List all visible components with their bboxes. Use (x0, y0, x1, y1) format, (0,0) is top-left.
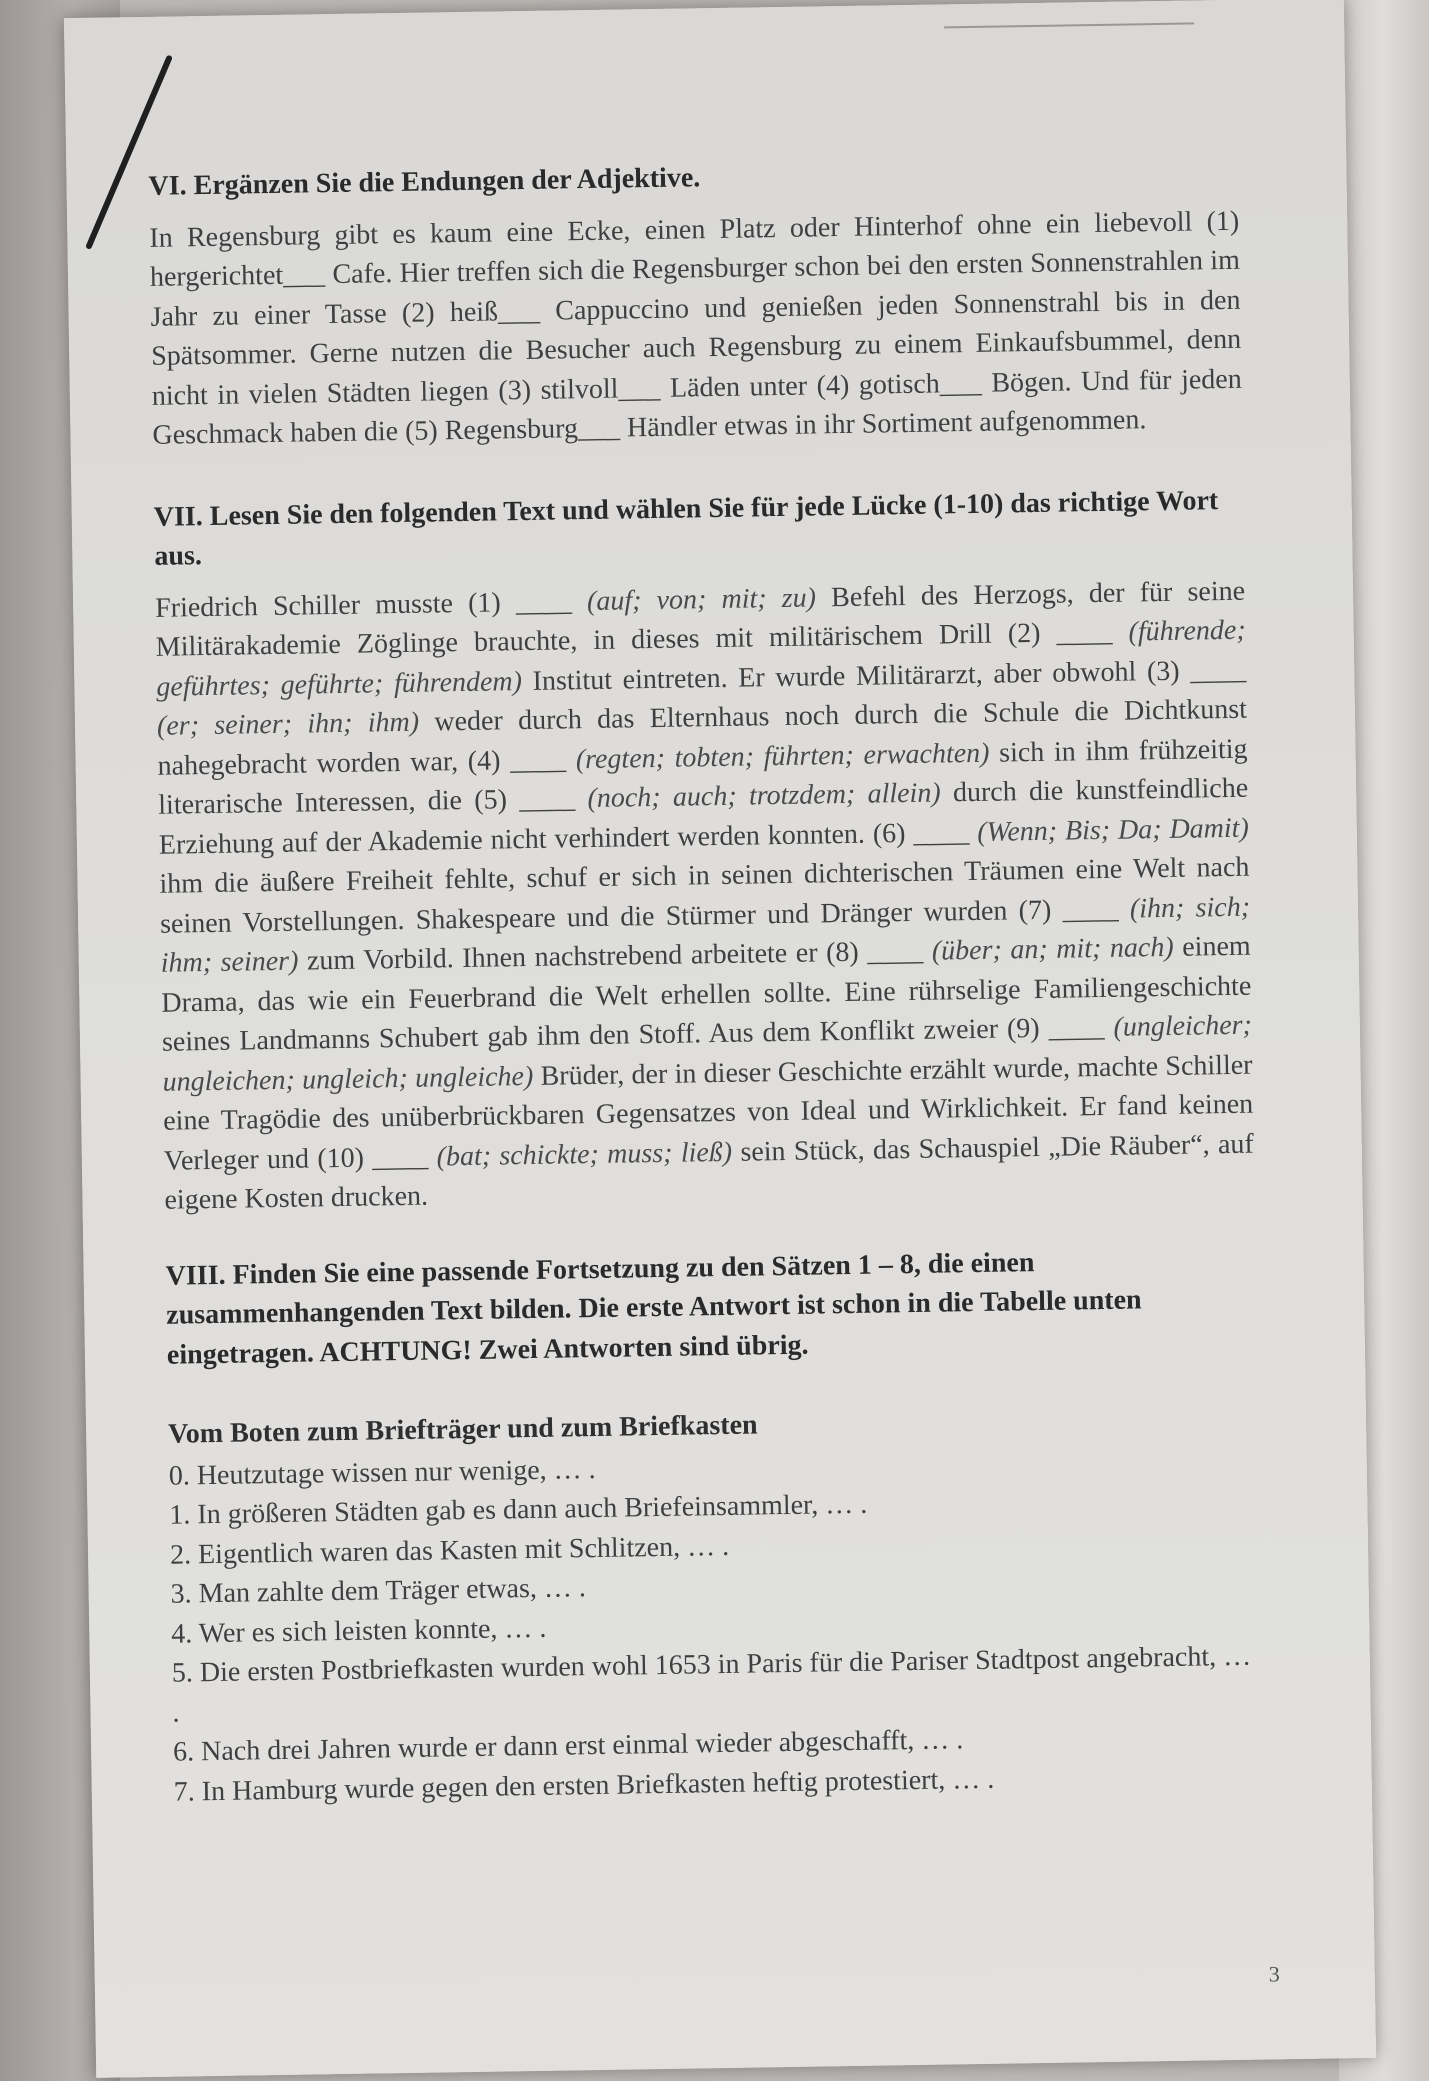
worksheet-page (64, 0, 1376, 2078)
list-item: 7. In Hamburg wurde gegen den ersten Briefkasten heftig protestiert, … . (173, 1763, 995, 1808)
text-segment: Brüder, der in dieser Geschichte erzählt wurde, machte Schiller eine Tragödie des unüberbrückbaren Gegensatzes von Ideal und Wirklichkeit. Er fand keinen Verleger und (10) ____ (162, 1049, 1254, 1177)
answer-options: (er; seiner; ihn; ihm) (156, 706, 420, 742)
text-segment: sich in ihm frühzeitig literarische Interessen, die (5) ____ (158, 733, 1248, 821)
section-7-title: VII. Lesen Sie den folgenden Text und wählen Sie für jede Lücke (1-10) das richtige Wort aus. (153, 484, 1219, 572)
text-segment: Befehl des Herzogs, der für seine Militärakademie Zöglinge brauchte, in dieses mit militärischem Drill (2) ____ (155, 575, 1246, 663)
text-segment: einem Drama, das wie ein Feuerbrand die Welt erhellen sollte. Eine rührselige Familiengeschichte seines Landmanns Schubert gab ihm den Stoff. Aus dem Konflikt zweier (9) ____ (161, 930, 1252, 1058)
list-item: 4. Wer es sich leisten konnte, … . (171, 1612, 547, 1650)
text-segment: durch die kunstfeindliche Erziehung auf der Akademie nicht verhindert werden konnten. (6) ____ (158, 772, 1249, 861)
answer-options: (führende; geführtes; geführte; führendem) (156, 614, 1246, 703)
text-segment: ihm die äußere Freiheit fehlte, schuf er sich in seinen dichterischen Träumen eine Welt nach seinen Vorstellungen. Shakespeare und die Stürmer und Dränger wurden (7) ____ (159, 851, 1250, 940)
answer-options: (Wenn; Bis; Da; Damit) (977, 812, 1250, 848)
section-6-title: VI. Ergänzen Sie die Endungen der Adjektive. (148, 162, 701, 202)
list-item: 0. Heutzutage wissen nur wenige, … . (168, 1453, 596, 1492)
answer-options: (auf; von; mit; zu) (586, 581, 817, 617)
section-8 (165, 1239, 1264, 1812)
answer-options: (noch; auch; trotzdem; allein) (587, 777, 941, 815)
answer-options: (bat; schickte; muss; ließ) (436, 1136, 733, 1172)
sentence-list (169, 1439, 1264, 1812)
answer-options: (ihn; sich; ihm; seiner) (160, 891, 1251, 979)
answer-options: (ungleicher; ungleichen; ungleich; ungleiche) (162, 1009, 1253, 1098)
section-6 (148, 150, 1242, 456)
answer-options: (über; an; mit; nach) (931, 931, 1174, 967)
page-number: 3 (1268, 1961, 1280, 1987)
top-rule (944, 22, 1194, 28)
list-item: 6. Nach drei Jahren wurde er dann erst einmal wieder abgeschafft, … . (172, 1724, 964, 1768)
section-7-text (155, 571, 1255, 1220)
section-6-text: In Regensburg gibt es kaum eine Ecke, einen Platz oder Hinterhof ohne ein liebevoll (1) hergerichtet___ Cafe. Hier treffen sich die Regensburger schon bei den ersten Sonnenstrahlen im Jahr zu einer Tasse (2) heiß___ Cappuccino und genießen jeden Sonnenstrahl bis in den Spätsommer. Gerne nutzen die Besucher auch Regensburg zu einem Einkaufsbummel, denn nicht in vielen Städten liegen (3) stilvoll___ Läden unter (4) gotisch___ Bögen. Und für jeden Geschmack haben die (5) Regensburg___ Händler etwas in ihr Sortiment aufgenommen. (149, 205, 1242, 451)
section-7 (153, 480, 1254, 1220)
text-segment: weder durch das Elternhaus noch durch die Schule die Dichtkunst nahegebracht worden war, (4) ____ (157, 693, 1248, 782)
text-segment: Friedrich Schiller musste (1) ____ (154, 585, 588, 624)
answer-options: (regten; tobten; führten; erwachten) (575, 737, 990, 775)
section-8-subtitle: Vom Boten zum Briefträger und zum Briefkasten (167, 1409, 758, 1450)
section-8-title: VIII. Finden Sie eine passende Fortsetzung zu den Sätzen 1 – 8, die einen zusammenhangenden Text bilden. Die erste Antwort ist schon in die Tabelle unten eingetragen. ACHTUNG! Zwei Antworten sind übrig. (165, 1246, 1142, 1371)
text-segment: sein Stück, das Schauspiel „Die Räuber“, auf eigene Kosten drucken. (164, 1128, 1254, 1216)
text-segment: zum Vorbild. Ihnen nachstrebend arbeitete er (8) ____ (298, 935, 933, 977)
list-item: 5. Die ersten Postbriefkasten wurden wohl 1653 in Paris für die Pariser Stadtpost angebracht, … . (171, 1640, 1252, 1729)
list-item: 2. Eigentlich waren das Kasten mit Schlitzen, … . (169, 1530, 730, 1571)
text-segment: Institut eintreten. Er wurde Militärarzt, aber obwohl (3) ____ (521, 654, 1247, 697)
list-item: 1. In größeren Städten gab es dann auch Briefeinsammler, … . (169, 1488, 868, 1531)
page-content (148, 150, 1264, 1812)
list-item: 3. Man zahlte dem Träger etwas, … . (170, 1572, 587, 1610)
